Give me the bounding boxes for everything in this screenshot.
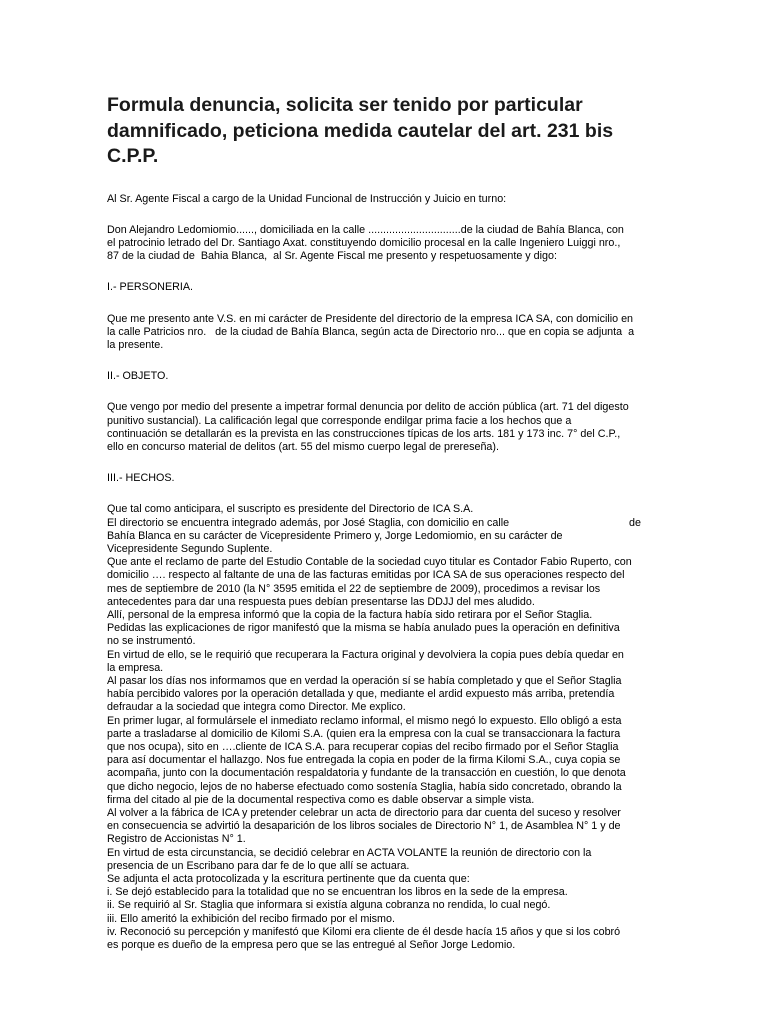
hechos-line: no se instrumentó.: [107, 635, 196, 648]
hechos-line: en consecuencia se advirtió la desaparición de los libros sociales de Directorio N° 1, de Asamblea N° 1 y de: [107, 820, 621, 833]
hechos-line-left: El directorio se encuentra integrado además, por José Staglia, con domicilio en calle: [107, 516, 510, 529]
hechos-paragraph: [107, 503, 667, 952]
hechos-line: iii. Ello ameritó la exhibición del recibo firmado por el mismo.: [107, 912, 395, 925]
hechos-line: En virtud de esta circunstancia, se decidió celebrar en ACTA VOLANTE la reunión de directorio con la: [107, 846, 592, 859]
hechos-line: parte a trasladarse al domicilio de Kilomi S.A. (quien era la empresa con la cual se transaccionara la factura: [107, 727, 621, 740]
hechos-line: Al pasar los días nos informamos que en verdad la operación sí se había completado y que el Señor Staglia: [107, 674, 622, 687]
intro-line: 87 de la ciudad de Bahia Blanca, al Sr. Agente Fiscal me presento y respetuosamente y digo:: [107, 250, 557, 263]
hechos-line: Al volver a la fábrica de ICA y pretender celebrar un acta de directorio para dar cuenta del suceso y resolver: [107, 807, 621, 820]
hechos-line: domicilio …. respecto al faltante de una de las facturas emitidas por ICA SA de sus operaciones respecto del: [107, 569, 625, 582]
hechos-line: Vicepresidente Segundo Suplente.: [107, 542, 273, 555]
personeria-line: la calle Patricios nro. de la ciudad de Bahía Blanca, según acta de Directorio nro... que en copia se adjunta a: [107, 325, 635, 338]
hechos-line: Pedidas las explicaciones de rigor manifestó que la misma se había anulado pues la operación en definitiva: [107, 622, 620, 635]
section-heading-personeria: I.- PERSONERIA.: [107, 281, 194, 294]
hechos-line: la empresa.: [107, 661, 164, 674]
address-line: [107, 193, 667, 206]
document-page: [107, 93, 667, 952]
hechos-line: es porque es dueño de la empresa pero que se las entregué al Señor Jorge Ledomio.: [107, 939, 516, 952]
objeto-line: ello en concurso material de delitos (art. 55 del mismo cuerpo legal de prereseña).: [107, 440, 499, 453]
document-title: Formula denuncia, solicita ser tenido por particular damnificado, peticiona medida cautelar del art. 231 bis C.P.P.: [107, 94, 614, 167]
hechos-line: defraudar a la sociedad que integra como Director. Me explico.: [107, 701, 406, 714]
hechos-line: que dicho negocio, lejos de no haberse efectuado como sostenía Staglia, había sido concretado, obrando la: [107, 780, 622, 793]
hechos-line: acompaña, junto con la documentación respaldatoria y fundante de la transacción en cuestión, lo que denota: [107, 767, 626, 780]
objeto-line: punitivo sustancial). La calificación legal que corresponde endilgar prima facie a los hechos que a: [107, 414, 572, 427]
hechos-line: Registro de Accionistas N° 1.: [107, 833, 246, 846]
objeto-line: Que vengo por medio del presente a impetrar formal denuncia por delito de acción pública (art. 71 del digesto: [107, 401, 629, 414]
hechos-line: había percibido valores por la operación detallada y que, mediante el ardid expuesto más arriba, pretendía: [107, 688, 615, 701]
hechos-line: mes de septiembre de 2010 (la N° 3595 emitida el 22 de septiembre de 2009), procedimos a revisar los: [107, 582, 601, 595]
hechos-line: Que tal como anticipara, el suscripto es presidente del Directorio de ICA S.A.: [107, 503, 474, 516]
intro-line: el patrocinio letrado del Dr. Santiago Axat. constituyendo domicilio procesal en la calle Ingeniero Luiggi nro.,: [107, 236, 621, 249]
hechos-lines: [107, 530, 667, 953]
hechos-line: para así documentar el hallazgo. Nos fue entregada la copia en poder de la firma Kilomi S.A., cuya copia se: [107, 754, 621, 767]
personeria-line: la presente.: [107, 338, 164, 351]
address-text: Al Sr. Agente Fiscal a cargo de la Unidad Funcional de Instrucción y Juicio en turno:: [107, 192, 507, 205]
hechos-line: firma del citado al pie de la documental respectiva como es dable observar a simple vista.: [107, 793, 535, 806]
hechos-line: Bahía Blanca en su carácter de Vicepresidente Primero y, Jorge Ledomiomio, en su carácter de: [107, 529, 563, 542]
section-heading-hechos: III.- HECHOS.: [107, 472, 175, 485]
personeria-paragraph: [107, 313, 667, 353]
hechos-line: En primer lugar, al formulársele el inmediato reclamo informal, el mismo negó lo expuesto. Ello obligó a esta: [107, 714, 622, 727]
hechos-line: iv. Reconoció su percepción y manifestó que Kilomi era cliente de él desde hacía 15 años y que si los cobró: [107, 925, 621, 938]
section-heading-objeto: II.- OBJETO.: [107, 370, 169, 383]
hechos-line: Allí, personal de la empresa informó que la copia de la factura había sido retirara por el Señor Staglia.: [107, 608, 593, 621]
hechos-line: antecedentes para dar una respuesta pues debían presentarse las DDJJ del mes aludido.: [107, 595, 535, 608]
hechos-line: i. Se dejó establecido para la totalidad que no se encuentran los libros en la sede de la empresa.: [107, 886, 568, 899]
hechos-line: presencia de un Escribano para dar fe de lo que allí se actuara.: [107, 859, 410, 872]
objeto-line: continuación se detallarán es la prevista en las construcciones típicas de los arts. 181 y 173 inc. 7° del C.P.,: [107, 427, 621, 440]
hechos-line-split: [107, 517, 667, 530]
hechos-line: En virtud de ello, se le requirió que recuperara la Factura original y devolviera la copia pues debía quedar en: [107, 648, 624, 661]
hechos-line: ii. Se requirió al Sr. Staglia que informara si existía alguna cobranza no rendida, lo cual negó.: [107, 899, 551, 912]
hechos-line: que nos ocupa), sito en ….cliente de ICA S.A. para recuperar copias del recibo firmado por el Señor Staglia: [107, 741, 619, 753]
intro-paragraph: [107, 224, 667, 264]
hechos-line: Que ante el reclamo de parte del Estudio Contable de la sociedad cuyo titular es Contador Fabio Ruperto, con: [107, 556, 632, 569]
personeria-line: Que me presento ante V.S. en mi carácter de Presidente del directorio de la empresa ICA SA, con domicilio en: [107, 312, 634, 325]
hechos-line-right: de: [629, 516, 641, 529]
intro-line: Don Alejandro Ledomiomio......, domiciliada en la calle ...............................de la ciudad de Bahía Blanca, con: [107, 223, 624, 236]
objeto-paragraph: [107, 401, 667, 454]
hechos-line: Se adjunta el acta protocolizada y la escritura pertinente que da cuenta que:: [107, 873, 470, 886]
